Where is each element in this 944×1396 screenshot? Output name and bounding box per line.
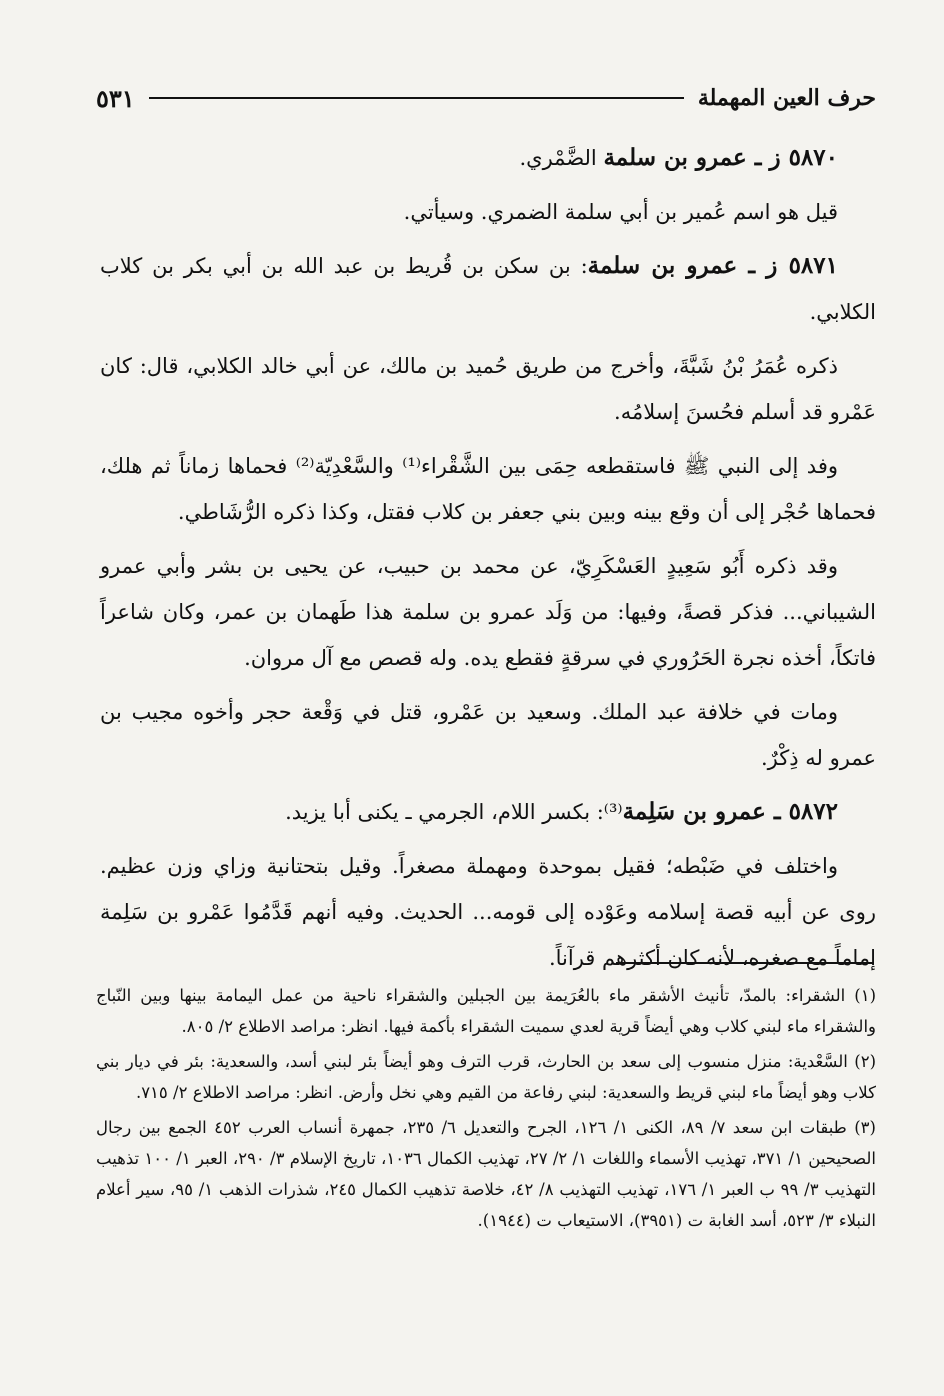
chapter-title: حرف العين المهملة — [697, 85, 876, 111]
entry-5871 — [100, 243, 876, 335]
entry-5872 — [100, 789, 876, 835]
paragraph — [100, 443, 876, 535]
entry-text: الضَّمْري. — [519, 146, 604, 170]
footnotes — [96, 980, 876, 1240]
entry-heading: ٥٨٧٠ ز ـ عمرو بن سلمة — [603, 144, 838, 171]
entry-text: ⁽³⁾: بكسر اللام، الجرمي ـ يكنى أبا يزيد. — [285, 800, 623, 824]
footnote-2: (٢) السَّعْدية: منزل منسوب إلى سعد بن الحارث، قرب الترف وهو أيضاً بئر لبني أسد، والسعدية: بئر في ديار بني كلاب وهو أيضاً ماء لبني قريط والسعدية: لبني رفاعة من القيم وهي نخل وأرض. انظر: مراصد الاطلاع ٢/ ٧١٥. — [96, 1052, 876, 1102]
footnote-3: (٣) طبقات ابن سعد ٧/ ٨٩، الكنى ١/ ١٢٦، الجرح والتعديل ٦/ ٢٣٥، جمهرة أنساب العرب ٤٥٢ الجمع بين رجال الصحيحين ١/ ٣٧١، تهذيب الأسماء واللغات ١/ ٢/ ٢٧، تهذيب الكمال ١٠٣٦، تاريخ الإسلام ٣/ ٢٩٠، العبر ١/ ١٠٠ تذهيب التهذيب ٣/ ٩٩ ب العبر ١/ ١٧٦، تهذيب التهذيب ٨/ ٤٢، خلاصة تذهيب الكمال ٢٤٥، شذرات الذهب ١/ ٩٥، سير أعلام النبلاء ٣/ ٥٢٣، أسد الغابة ت (٣٩٥١)، الاستيعاب ت (١٩٤٤). — [96, 1118, 876, 1230]
paragraph-text: ذكره عُمَرُ بْنُ شَبَّةَ، وأخرج من طريق حُميد بن مالك، عن أبي خالد الكلابي، قال: كان عَمْرو قد أسلم فحُسنَ إسلامُه. — [100, 354, 876, 424]
entry-heading: ٥٨٧٢ ـ عمرو بن سَلِمة — [622, 798, 838, 825]
paragraph-text: واختلف في ضَبْطه؛ فقيل بموحدة ومهملة مصغراً. وقيل بتحتانية وزاي وزن عظيم. روى عن أبيه قصة إسلامه وعَوْده إلى قومه... الحديث. وفيه أنهم قَدَّمُوا عَمْرو بن سَلِمة إماماً مع صغره، لأنه كان أكثرهم قرآناً. — [100, 854, 876, 970]
header-rule — [149, 97, 684, 99]
paragraph — [100, 689, 876, 781]
paragraph-text: ومات في خلافة عبد الملك. وسعيد بن عَمْرو، قتل في وَقْعة حجر وأخوه مجيب بن عمرو له ذِكْرٌ. — [100, 700, 876, 770]
entry-heading: ٥٨٧١ ز ـ عمرو بن سلمة — [587, 252, 838, 279]
page-number: ٥٣١ — [96, 83, 135, 113]
paragraph — [100, 843, 876, 981]
paragraph — [100, 343, 876, 435]
paragraph-text: قيل هو اسم عُمير بن أبي سلمة الضمري. وسيأتي. — [403, 200, 838, 224]
paragraph-text: وقد ذكره أَبُو سَعِيدٍ العَسْكَرِيّ، عن محمد بن حبيب، عن يحيى بن بشر وأبي عمرو الشيباني... فذكر قصةً، وفيها: من وَلَد عمرو بن سلمة هذا طَهمان بن عمر، وكان شاعراً فاتكاً، أخذه نجرة الحَرُوري في سرقةٍ فقطع يده. وله قصص مع آل مروان. — [100, 554, 876, 670]
paragraph-text: وفد إلى النبي ﷺ فاستقطعه حِمَى بين الشَّقْراء⁽¹⁾ والسَّعْدِيّة⁽²⁾ فحماها زماناً ثم هلك، فحماها حُجْر إلى أن وقع بينه وبين بني جعفر بن كلاب فقتل، وكذا ذكره الرُّشَاطي. — [100, 454, 876, 524]
paragraph — [100, 189, 876, 235]
main-text — [100, 135, 876, 989]
footnote-1: (١) الشقراء: بالمدّ، تأنيث الأشقر ماء بالعُرَيمة بين الجبلين والشقراء ناحية من عمل اليمامة بينها وبين النّباج والشقراء ماء لبني كلاب وهي أيضاً قرية لعدي سميت الشقراء بأكمة فيها. انظر: مراصد الاطلاع ٢/ ٨٠٥. — [96, 986, 876, 1036]
footnote-separator — [616, 962, 874, 964]
running-header — [96, 78, 876, 118]
entry-text: : بن سكن بن قُريط بن عبد الله بن أبي بكر بن كلاب الكلابي. — [100, 254, 876, 324]
paragraph — [100, 543, 876, 681]
entry-5870 — [100, 135, 876, 181]
